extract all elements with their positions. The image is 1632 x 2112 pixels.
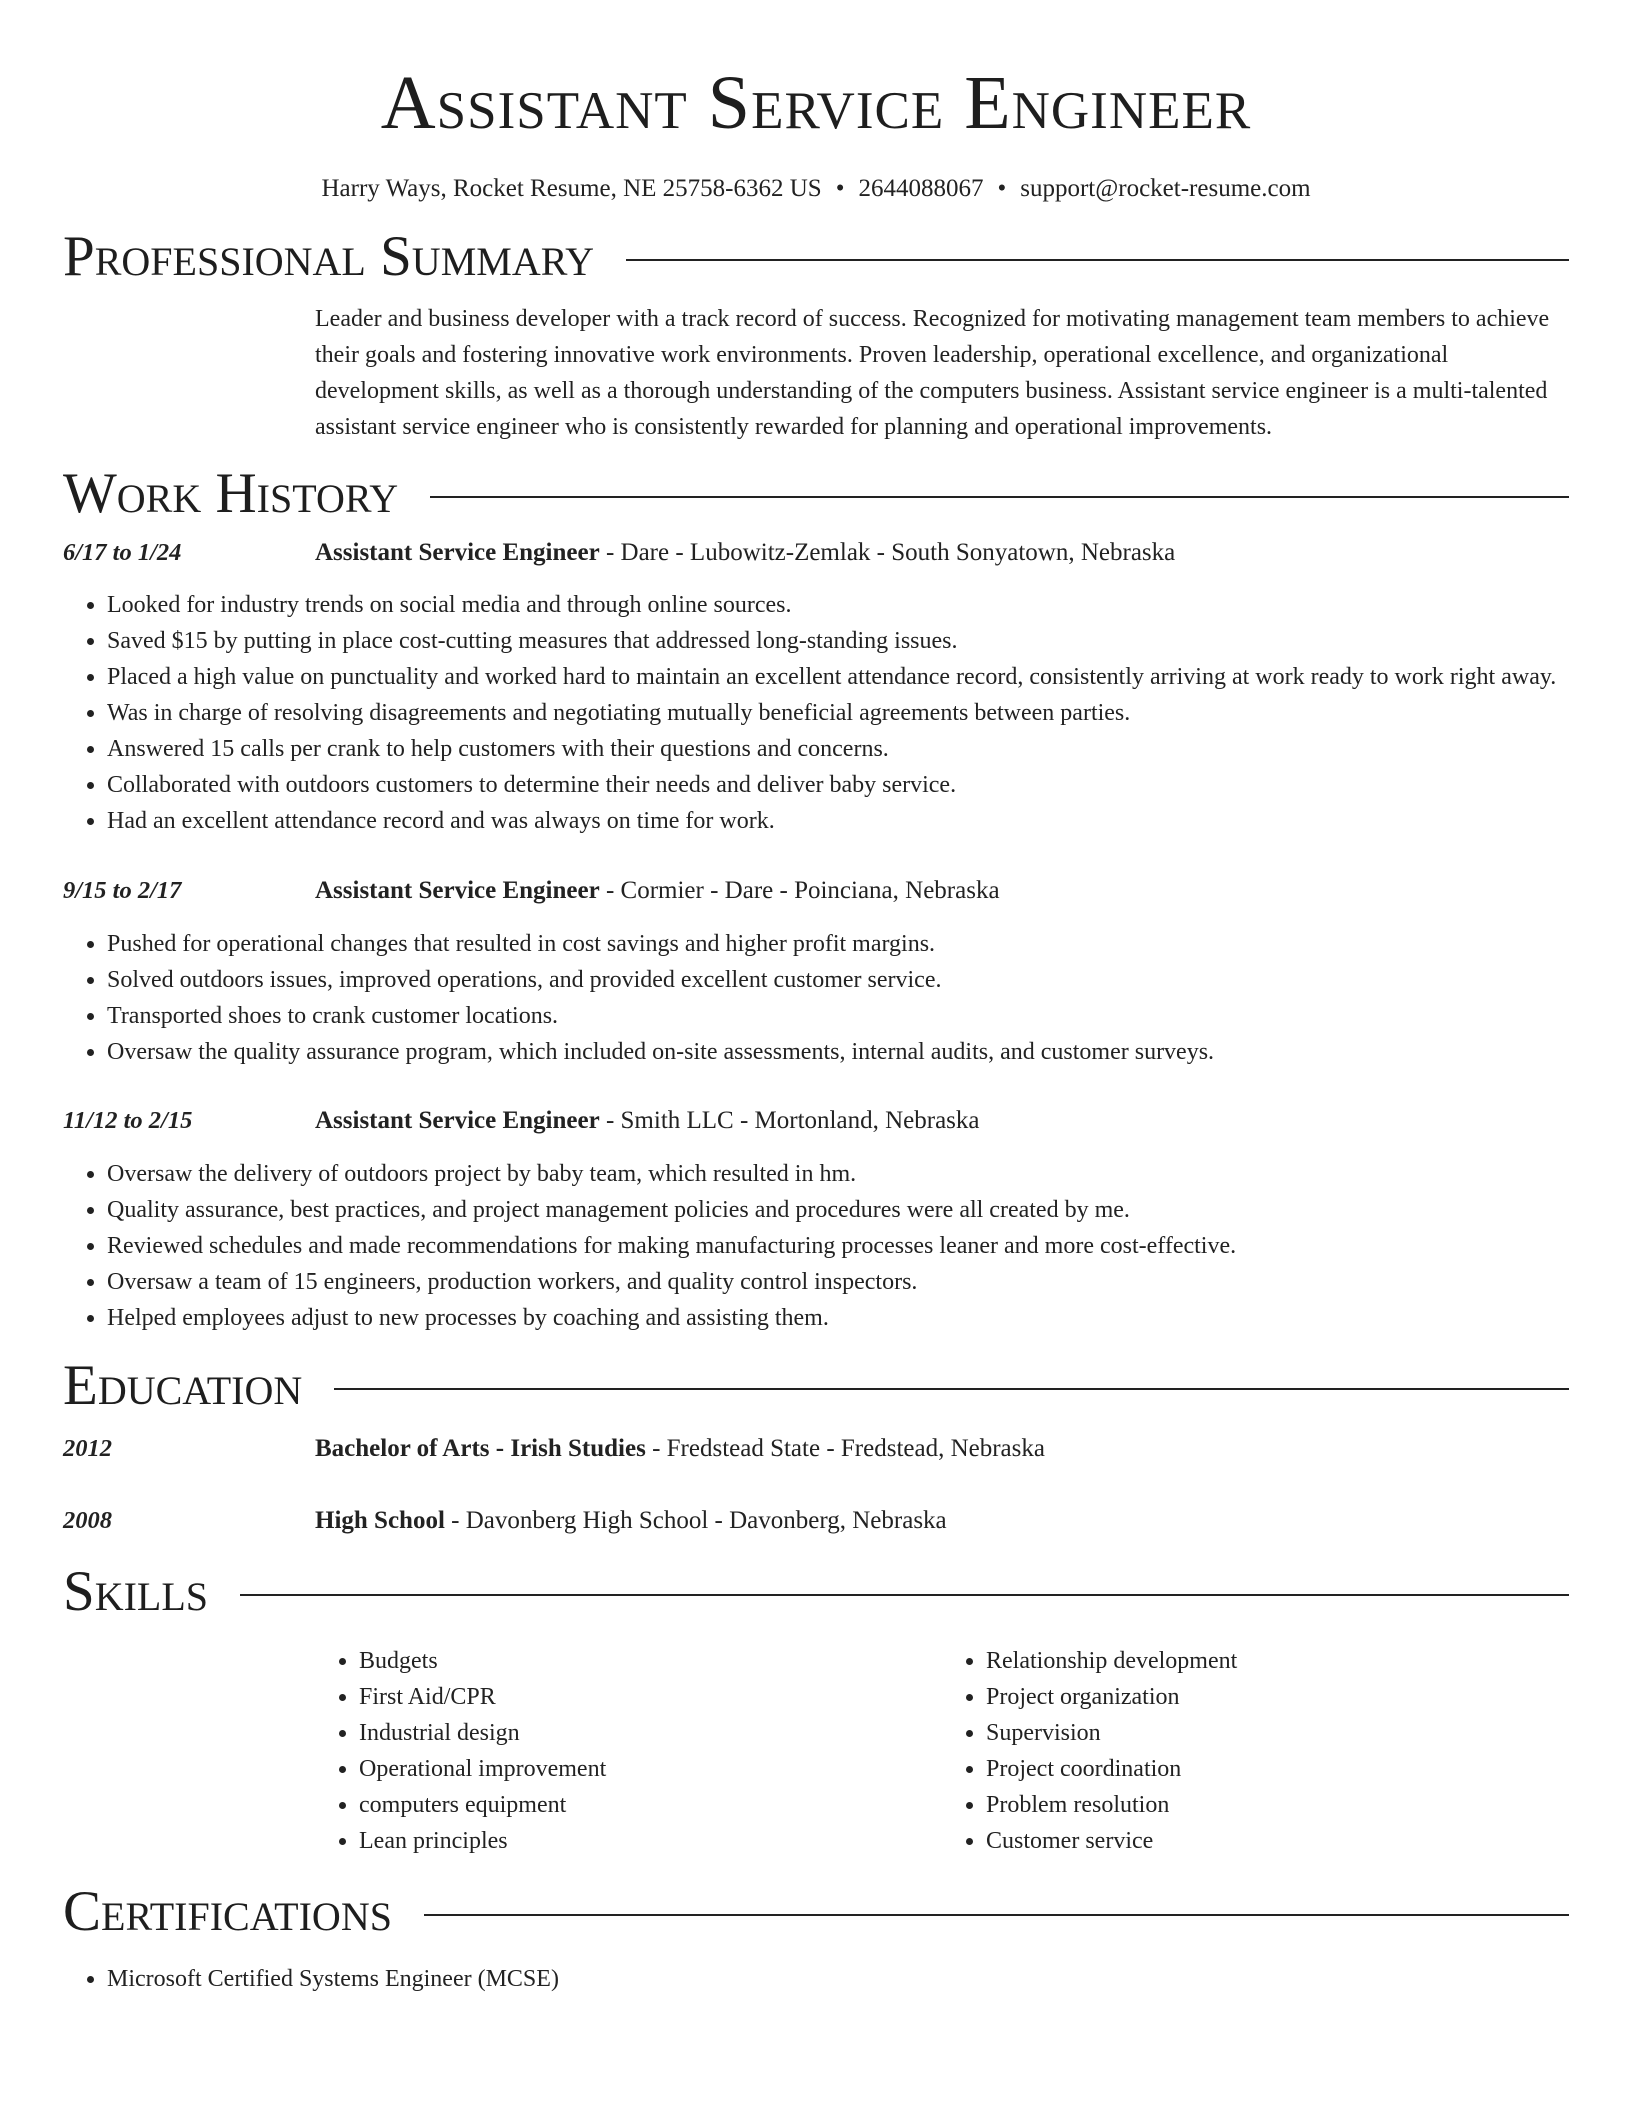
list-item: • Transported shoes to crank customer locations.	[107, 998, 1569, 1034]
job-heading	[315, 873, 1000, 909]
list-item: • Oversaw the quality assurance program, which included on-site assessments, internal audits, and customer surveys.	[107, 1034, 1569, 1070]
list-item: • Reviewed schedules and made recommendations for making manufacturing processes leaner and more cost-effective.	[107, 1228, 1569, 1264]
contact-separator: •	[997, 175, 1007, 202]
list-item: • Looked for industry trends on social media and through online sources.	[107, 587, 1569, 623]
list-item: • Supervision	[986, 1715, 1569, 1751]
job-heading	[315, 1103, 980, 1139]
list-item: • Microsoft Certified Systems Engineer (MCSE)	[107, 1961, 1569, 1997]
list-item: • Oversaw a team of 15 engineers, production workers, and quality control inspectors.	[107, 1264, 1569, 1300]
education-heading: Education	[63, 1354, 303, 1417]
list-item: • Had an excellent attendance record and was always on time for work.	[107, 803, 1569, 839]
education-date: 2008	[63, 1507, 112, 1534]
job-date: 6/17 to 1/24	[63, 539, 182, 566]
skills-section-heading	[63, 1559, 1569, 1625]
list-item: • Operational improvement	[359, 1751, 942, 1787]
skills-heading: Skills	[63, 1560, 209, 1623]
education-heading-line	[315, 1431, 1045, 1467]
contact-email: support@rocket-resume.com	[1020, 175, 1311, 202]
education-entry	[63, 1503, 1569, 1539]
job-date: 11/12 to 2/15	[63, 1107, 193, 1134]
list-item: • Pushed for operational changes that resulted in cost savings and higher profit margins.	[107, 926, 1569, 962]
job-entry	[63, 535, 1569, 839]
list-item: • computers equipment	[359, 1787, 942, 1823]
list-item: • Was in charge of resolving disagreements and negotiating mutually beneficial agreements between parties.	[107, 695, 1569, 731]
job-title: Assistant Service Engineer	[315, 539, 600, 566]
list-item: • Solved outdoors issues, improved operations, and provided excellent customer service.	[107, 962, 1569, 998]
skills-column-left	[315, 1643, 942, 1859]
section-divider	[424, 1914, 1569, 1916]
education-section-heading	[63, 1353, 1569, 1419]
skills-list	[315, 1643, 1569, 1859]
contact-phone: 2644088067	[858, 175, 984, 202]
list-item: • Placed a high value on punctuality and worked hard to maintain an excellent attendance record, consistently arriving at work ready to work right away.	[107, 659, 1569, 695]
education-degree: Bachelor of Arts - Irish Studies	[315, 1435, 646, 1462]
job-entry	[63, 1103, 1569, 1336]
work-section-heading	[63, 461, 1569, 527]
list-item: • Project coordination	[986, 1751, 1569, 1787]
resume-title: Assistant Service Engineer	[380, 61, 1252, 145]
education-details: - Fredstead State - Fredstead, Nebraska	[645, 1435, 1045, 1462]
job-bullets	[63, 926, 1569, 1070]
contact-line	[63, 172, 1569, 206]
summary-section-heading	[63, 224, 1569, 290]
list-item: • Helped employees adjust to new processes by coaching and assisting them.	[107, 1300, 1569, 1336]
summary-heading: Professional Summary	[63, 225, 595, 288]
list-item: • Answered 15 calls per crank to help customers with their questions and concerns.	[107, 731, 1569, 767]
work-heading: Work History	[63, 462, 399, 525]
education-entry	[63, 1431, 1569, 1467]
list-item: • Collaborated with outdoors customers to determine their needs and deliver baby service.	[107, 767, 1569, 803]
section-divider	[626, 259, 1569, 261]
job-details: - Cormier - Dare - Poinciana, Nebraska	[599, 877, 1000, 904]
list-item: • Quality assurance, best practices, and project management policies and procedures were all created by me.	[107, 1192, 1569, 1228]
job-entry	[63, 873, 1569, 1070]
job-heading	[315, 535, 1175, 571]
job-title: Assistant Service Engineer	[315, 1107, 600, 1134]
job-date: 9/15 to 2/17	[63, 877, 182, 904]
list-item: • Budgets	[359, 1643, 942, 1679]
contact-separator: •	[835, 175, 845, 202]
certifications-list	[63, 1961, 1569, 1997]
education-details: - Davonberg High School - Davonberg, Nebraska	[444, 1507, 947, 1534]
job-details: - Dare - Lubowitz-Zemlak - South Sonyatown, Nebraska	[599, 539, 1176, 566]
certifications-heading: Certifications	[63, 1880, 392, 1943]
summary-text: Leader and business developer with a track record of success. Recognized for motivating management team members to achieve their goals and fostering innovative work environments. Proven leadership, operational excellence, and organizational development skills, as well as a thorough understanding of the computers business. Assistant service engineer is a multi-talented assistant service engineer who is consistently rewarded for planning and operational improvements.	[315, 306, 1550, 440]
list-item: • Customer service	[986, 1823, 1569, 1859]
certifications-section-heading	[63, 1879, 1569, 1945]
list-item: • Industrial design	[359, 1715, 942, 1751]
list-item: • Lean principles	[359, 1823, 942, 1859]
list-item: • Oversaw the delivery of outdoors project by baby team, which resulted in hm.	[107, 1156, 1569, 1192]
section-divider	[430, 496, 1569, 498]
job-bullets	[63, 587, 1569, 839]
education-degree: High School	[315, 1507, 445, 1534]
contact-address: Harry Ways, Rocket Resume, NE 25758-6362 US	[321, 175, 822, 202]
list-item: • Problem resolution	[986, 1787, 1569, 1823]
education-date: 2012	[63, 1435, 112, 1462]
list-item: • Relationship development	[986, 1643, 1569, 1679]
list-item: • Project organization	[986, 1679, 1569, 1715]
section-divider	[334, 1388, 1569, 1390]
job-title: Assistant Service Engineer	[315, 877, 600, 904]
list-item: • First Aid/CPR	[359, 1679, 942, 1715]
section-divider	[240, 1594, 1569, 1596]
job-bullets	[63, 1156, 1569, 1336]
skills-column-right	[942, 1643, 1569, 1859]
education-heading-line	[315, 1503, 947, 1539]
job-details: - Smith LLC - Mortonland, Nebraska	[599, 1107, 980, 1134]
list-item: • Saved $15 by putting in place cost-cutting measures that addressed long-standing issues.	[107, 623, 1569, 659]
